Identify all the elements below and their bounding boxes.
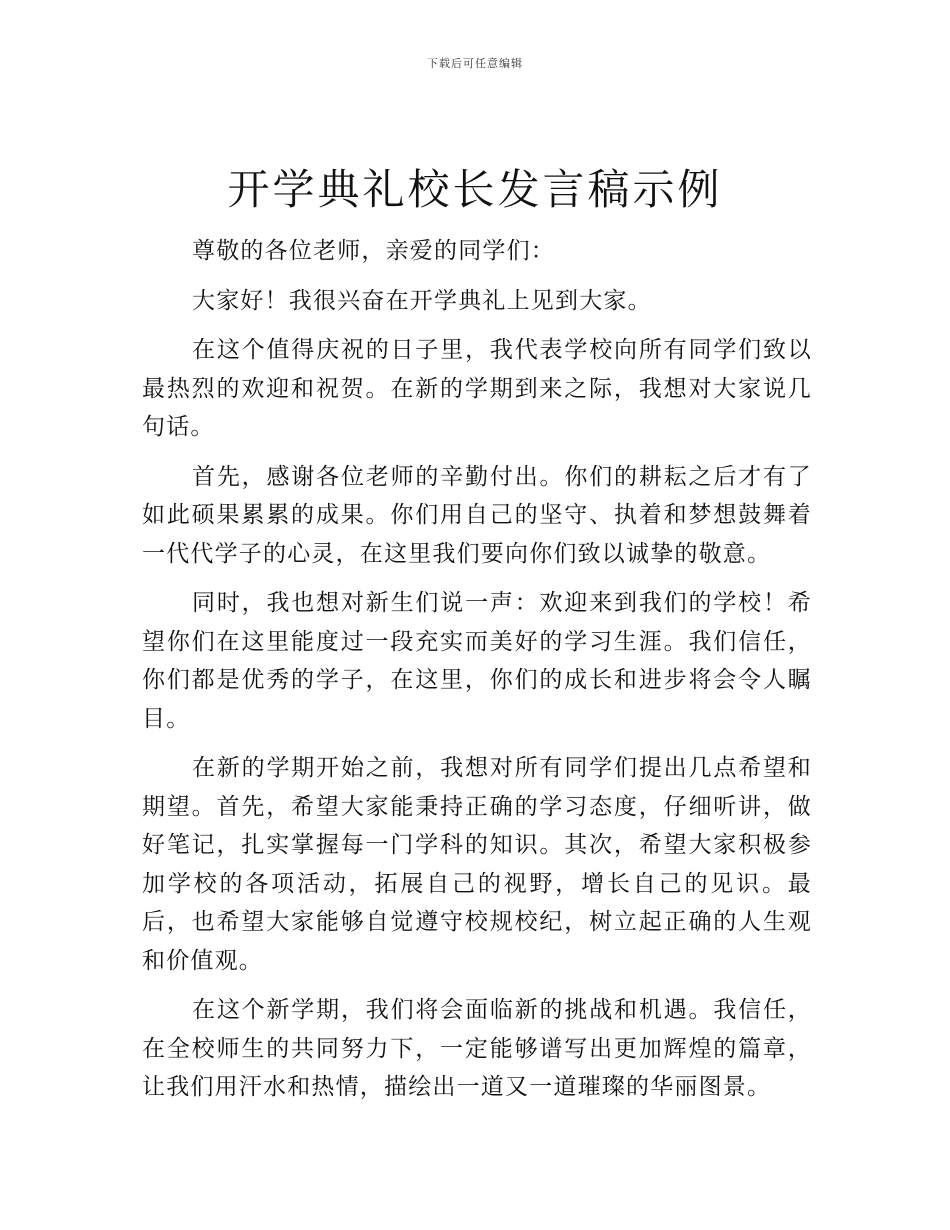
body-paragraph: 在新的学期开始之前，我想对所有同学们提出几点希望和期望。首先，希望大家能秉持正确的学习态度，仔细听讲，做好笔记，扎实掌握每一门学科的知识。其次，希望大家积极参加学校的各项活动，拓展自己的视野，增长自己的见识。最后，也希望大家能够自觉遵守校规校纪，树立起正确的人生观和价值观。 — [142, 755, 812, 974]
closing-paragraph: 在这个新学期，我们将会面临新的挑战和机遇。我信任，在全校师生的共同努力下，一定能够谱写出更加辉煌的篇章，让我们用汗水和热情，描绘出一道又一道璀璨的华丽图景。 — [142, 997, 812, 1100]
salutation-paragraph: 尊敬的各位老师，亲爱的同学们： — [192, 238, 555, 264]
body-paragraph: 同时，我也想对新生们说一声：欢迎来到我们的学校！希望你们在这里能度过一段充实而美好的学习生涯。我们信任，你们都是优秀的学子，在这里，你们的成长和进步将会令人瞩目。 — [142, 590, 812, 732]
header-note: 下载后可任意编辑 — [427, 57, 523, 70]
body-paragraph: 首先，感谢各位老师的辛勤付出。你们的耕耘之后才有了如此硕果累累的成果。你们用自己的坚守、执着和梦想鼓舞着一代代学子的心灵，在这里我们要向你们致以诚挚的敬意。 — [142, 463, 812, 567]
body-paragraph: 在这个值得庆祝的日子里，我代表学校向所有同学们致以最热烈的欢迎和祝贺。在新的学期到来之际，我想对大家说几句话。 — [142, 337, 812, 440]
document-title: 开学典礼校长发言稿示例 — [227, 165, 723, 214]
greeting-paragraph: 大家好！我很兴奋在开学典礼上见到大家。 — [192, 287, 652, 314]
document-body — [142, 232, 812, 1118]
